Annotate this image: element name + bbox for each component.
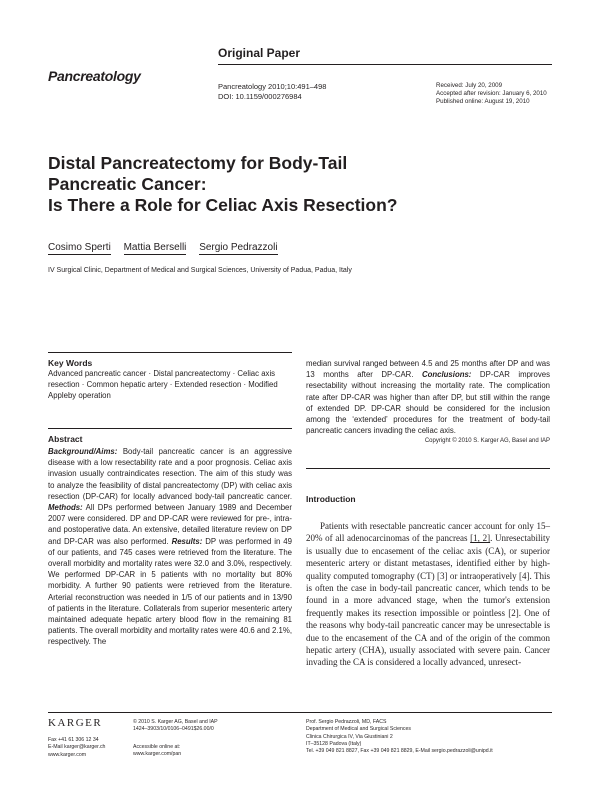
author-name[interactable]: Mattia Berselli: [123, 242, 187, 253]
doi-line: DOI: 10.1159/000276984: [218, 92, 302, 101]
copyright-line: © 2010 S. Karger AG, Basel and IAP: [133, 719, 218, 725]
contact-line[interactable]: Tel. +39 049 821 8827, Fax +39 049 821 8829, E-Mail sergio.pedrazzoli@unipd.it: [306, 748, 493, 755]
article-title: [48, 153, 568, 216]
clinic-line: Clinica Chirurgica IV, Via Giustiniani 2: [306, 733, 393, 740]
introduction-text: [306, 520, 550, 669]
author-list: [48, 242, 288, 253]
intro-text-part: . Unresectability is usually due to encasement of the celiac axis (CA), or superior mesenteric artery or distant metastases, identified either by high-quality computed tomography (CT) [3] or intraoperatively [4]. This is often the case in body-tail pancreatic cancer, which tends to be found in a more advanced stage, when the tumor's extension frequently makes its resection impossible or pointless [2]. One of the reasons why body-tail pancreatic cancer may be unresectable is due to the encasement of the CA and of the origin of the common hepatic artery (CHA), usually associated with severe pain. Cancer invading the CA is considered a locally advanced, unresect-: [306, 533, 550, 668]
received-date: Received: July 20, 2009: [436, 82, 503, 89]
abstract-text: [48, 446, 292, 648]
correspondence: [306, 719, 493, 755]
methods-text: All DPs performed between January 1989 and December 2007 were considered. DP and DP-CAR were reviewed for pre-, intra- and postoperative data. An extensive, detailed literature review on DP and DP-CAR was also performed.: [48, 503, 292, 546]
results-label: Results:: [171, 536, 203, 546]
keywords-heading: Key Words: [48, 358, 93, 368]
header-rule: [218, 64, 552, 65]
article-dates: [436, 82, 547, 106]
affiliation: IV Surgical Clinic, Department of Medical and Surgical Sciences, University of Padua, Padua, Italy: [48, 267, 352, 274]
email-line[interactable]: E-Mail karger@karger.ch: [48, 744, 106, 751]
city-line: IT–35128 Padova (Italy): [306, 740, 362, 747]
publisher-logo: KARGER: [48, 717, 103, 729]
section-label: Original Paper: [218, 46, 301, 60]
website-line[interactable]: www.karger.com: [48, 751, 87, 758]
intro-text-part: Patients with resectable pancreatic cancer account for only 15–20% of all adenocarcinomas of the pancreas: [306, 521, 550, 544]
issn-line: 1424–3903/10/0106–0491$26.00/0: [133, 726, 214, 733]
online-label: Accessible online at:: [133, 744, 181, 750]
fax-line: Fax +41 61 306 12 34: [48, 737, 99, 743]
online-url[interactable]: www.karger.com/pan: [133, 751, 182, 758]
continuation-text: median survival ranged between 4.5 and 25 months after DP and was 13 months after DP-CAR.: [306, 359, 550, 380]
publisher-contact: [48, 737, 105, 759]
accepted-date: Accepted after revision: January 6, 2010: [436, 90, 547, 97]
results-text: DP was performed in 49 of our patients, and 745 cases were retrieved from the literature. The overall morbidity and mortality rates were 32.0 and 3.0%, respectively. We performed DP-CAR in 5 patients with no mortality but 80% morbidity. A further 90 patients were retrieved from the literature. Arterial reconstruction was needed in 1/5 of our patients and in 13/90 of patients in the literature. Collaterals from superior mesenteric artery maintained adequate hepatic artery blood flow in the remaining 81 patients. The overall morbidity and mortality rates were 40.6 and 2.1%, respectively. The: [48, 536, 292, 647]
conclusions-text: DP-CAR improves resectability without increasing the mortality rate. The complication rate after DP-CAR was higher than after DP, but still within the range of extended DP. DP-CAR should be considered for the inclusion among the ‘extended’ procedures for the treatment of body-tail pancreatic cancers invading the celiac axis.: [306, 370, 550, 436]
abstract-continuation: [306, 358, 550, 448]
methods-label: Methods:: [48, 503, 83, 513]
title-line: Distal Pancreatectomy for Body-Tail: [48, 153, 348, 173]
corresponding-author: Prof. Sergio Pedrazzoli, MD, FACS: [306, 719, 387, 725]
reference-link[interactable]: [1, 2]: [470, 533, 491, 544]
title-line: Pancreatic Cancer:: [48, 174, 207, 194]
department-line: Department of Medical and Surgical Sciences: [306, 726, 411, 733]
abstract-heading: Abstract: [48, 434, 83, 444]
copyright-notice: Copyright © 2010 S. Karger AG, Basel and IAP: [424, 438, 550, 445]
abstract-rule: [48, 428, 292, 429]
published-date: Published online: August 19, 2010: [436, 98, 530, 105]
journal-logo: Pancreatology: [48, 68, 141, 84]
citation-line: Pancreatology 2010;10:491–498: [218, 82, 327, 91]
introduction-heading: Introduction: [306, 494, 356, 504]
online-access: [133, 744, 181, 759]
citation: [218, 82, 326, 102]
publication-info: [133, 719, 218, 734]
author-name[interactable]: Sergio Pedrazzoli: [199, 242, 278, 253]
background-label: Background/Aims:: [48, 447, 118, 456]
intro-rule: [306, 468, 550, 469]
keywords-text: Advanced pancreatic cancer · Distal pancreatectomy · Celiac axis resection · Common hepatic artery · Extended resection · Modified Appleby operation: [48, 369, 278, 401]
author-name[interactable]: Cosimo Sperti: [48, 242, 111, 253]
background-text: Body-tail pancreatic cancer is an aggressive disease with a low resectability rate and a poor prognosis. Celiac axis invasion usually contraindicates resection. The aim of this study was to analyze the feasibility of distal pancreatectomy (DP) with celiac axis resection (DP-CAR) for locally advanced body-tail pancreatic cancer.: [48, 447, 292, 501]
title-line: Is There a Role for Celiac Axis Resection?: [48, 195, 398, 215]
footer-rule: [48, 712, 552, 713]
conclusions-label: Conclusions:: [422, 370, 472, 380]
keywords-rule: [48, 352, 292, 353]
